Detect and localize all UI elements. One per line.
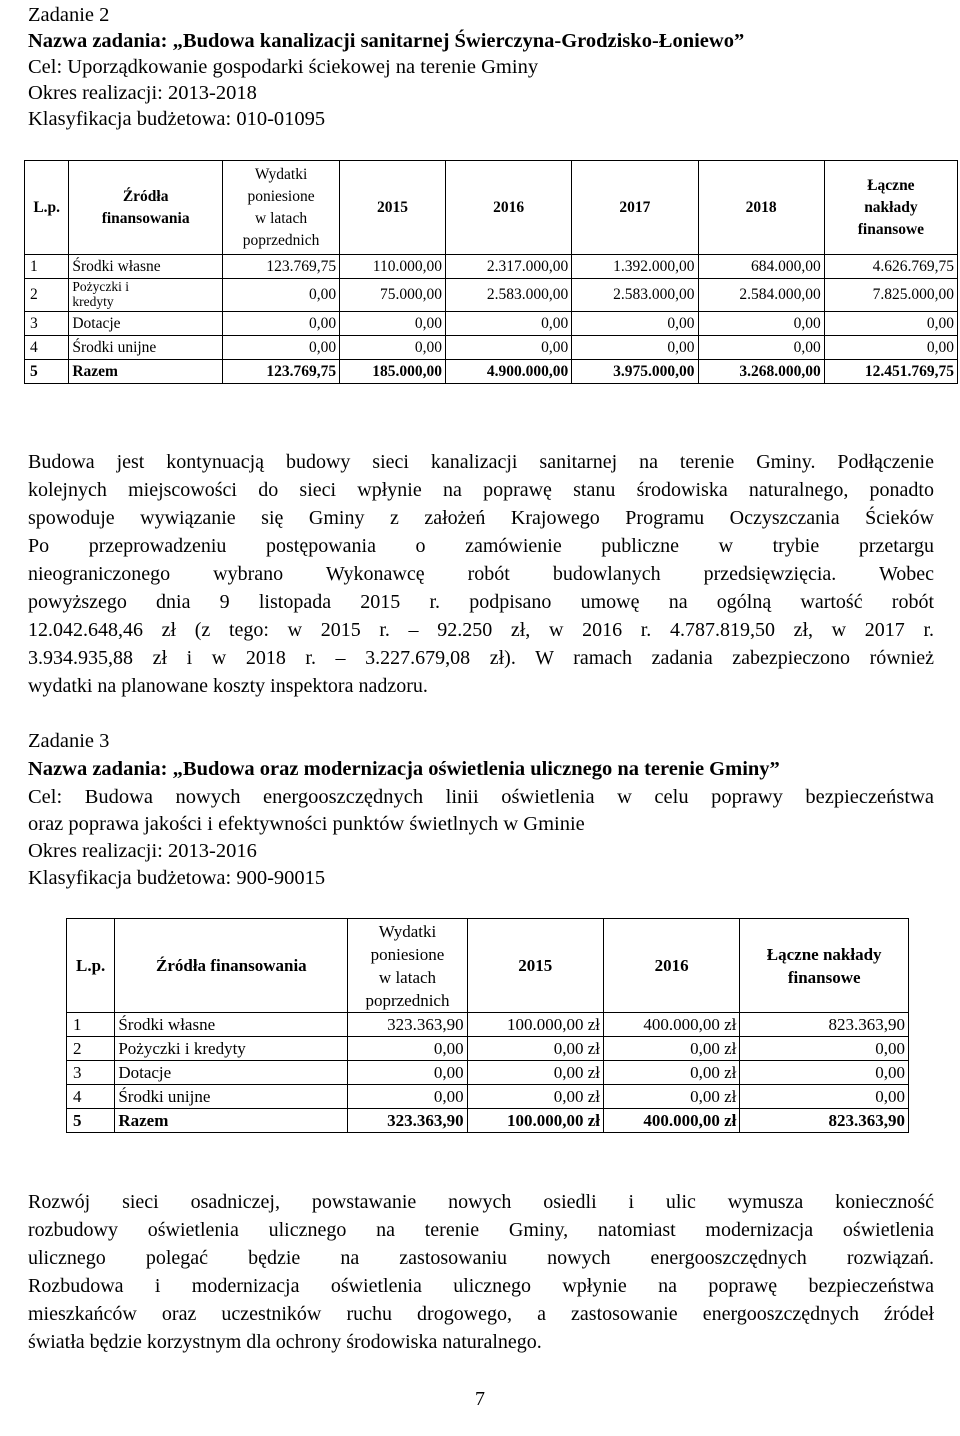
header-lp: L.p.: [67, 919, 115, 1013]
header-source: Źródła finansowania: [69, 161, 223, 255]
header-total: Łączne nakłady finansowe: [740, 919, 909, 1013]
task3-goal-line1: Cel: Budowa nowych energooszczędnych linii oświetlenia w celu poprawy bezpieczeństwa: [28, 786, 934, 808]
page-number: 7: [475, 1388, 485, 1410]
header-2015: 2015: [340, 161, 446, 255]
header-2016: 2016: [603, 919, 739, 1013]
header-previous-years: Wydatki poniesione w latach poprzednich: [222, 161, 339, 255]
task2-description: Budowa jest kontynuacją budowy sieci kanalizacji sanitarnej na terenie Gminy. Podłączenie kolejnych miejscowości do sieci wpłynie na poprawę stanu środowiska naturalnego, ponadto spowoduje wywiązanie się Gminy z założeń Krajowego Programu Oczyszczania Ścieków Po przeprowadzeniu postępowania o zamówienie publiczne w trybie przetargu nieograniczonego wybrano Wykonawcę robót budowlanych przedsięwzięcia. Wobec powyższego dnia 9 listopada 2015 r. podpisano umowę na ogólną wartość robót 12.042.648,46 zł (z tego: w 2015 r. – 92.250 zł, w 2016 r. 4.787.819,50 zł, w 2017 r. 3.934.935,88 zł i w 2018 r. – 3.227.679,08 zł). W ramach zadania zabezpieczono również wydatki na planowane koszty inspektora nadzoru.: [28, 451, 934, 697]
task2-name: [28, 28, 744, 54]
table-row: 2 Pożyczki i kredyty 0,00 0,00 zł 0,00 zł 0,00: [67, 1037, 909, 1061]
task3-financing-table: [66, 918, 909, 1133]
task3-name: [28, 756, 780, 782]
task3-description: Rozwój sieci osadniczej, powstawanie nowych osiedli i ulic wymusza konieczność rozbudowy oświetlenia ulicznego na terenie Gminy, natomiast modernizacja oświetlenia ulicznego polegać będzie na zastosowaniu nowych energooszczędnych rozwiązań. Rozbudowa i modernizacja oświetlenia ulicznego wpłynie na poprawę bezpieczeństwa mieszkańców oraz uczestników ruchu drogowego, a zastosowanie energooszczędnych źródeł światła będzie korzystnym dla ochrony środowiska naturalnego.: [28, 1191, 934, 1353]
task3-name-label: Nazwa zadania:: [28, 758, 168, 780]
task3-heading: Zadanie 3: [28, 730, 110, 752]
table-row: 4 Środki unijne 0,00 0,00 zł 0,00 zł 0,00: [67, 1085, 909, 1109]
header-total: Łączne nakłady finansowe: [824, 161, 957, 255]
table-row: 3 Dotacje 0,00 0,00 zł 0,00 zł 0,00: [67, 1061, 909, 1085]
header-previous-years: Wydatki poniesione w latach poprzednich: [348, 919, 467, 1013]
task2-financing-table: [24, 160, 958, 384]
table-row: 2 Pożyczki i kredyty 0,00 75.000,00 2.583.000,00 2.583.000,00 2.584.000,00 7.825.000,00: [25, 279, 958, 312]
task2-name-label: Nazwa zadania:: [28, 30, 168, 52]
task3-name-value: „Budowa oraz modernizacja oświetlenia ulicznego na terenie Gminy”: [172, 758, 780, 780]
header-2015: 2015: [467, 919, 603, 1013]
task2-name-value: „Budowa kanalizacji sanitarnej Świerczyna-Grodzisko-Łoniewo”: [172, 30, 745, 52]
task2-period: Okres realizacji: 2013-2018: [28, 82, 257, 104]
task2-budget: Klasyfikacja budżetowa: 010-01095: [28, 108, 326, 130]
table-row-total: 5 Razem 123.769,75 185.000,00 4.900.000,00 3.975.000,00 3.268.000,00 12.451.769,75: [25, 360, 958, 384]
task3-budget: Klasyfikacja budżetowa: 900-90015: [28, 867, 326, 889]
task2-goal: Cel: Uporządkowanie gospodarki ściekowej na terenie Gminy: [28, 56, 539, 78]
task3-period: Okres realizacji: 2013-2016: [28, 840, 257, 862]
header-2017: 2017: [572, 161, 698, 255]
header-2016: 2016: [445, 161, 571, 255]
table-row: 4 Środki unijne 0,00 0,00 0,00 0,00 0,00 0,00: [25, 336, 958, 360]
header-2018: 2018: [698, 161, 824, 255]
header-lp: L.p.: [25, 161, 69, 255]
table-row-total: 5 Razem 323.363,90 100.000,00 zł 400.000,00 zł 823.363,90: [67, 1109, 909, 1133]
task2-heading: Zadanie 2: [28, 4, 110, 26]
table-row: 3 Dotacje 0,00 0,00 0,00 0,00 0,00 0,00: [25, 312, 958, 336]
task3-goal-line2: oraz poprawa jakości i efektywności punktów świetlnych w Gminie: [28, 813, 585, 835]
table-row: 1 Środki własne 123.769,75 110.000,00 2.317.000,00 1.392.000,00 684.000,00 4.626.769,75: [25, 255, 958, 279]
table-row: 1 Środki własne 323.363,90 100.000,00 zł 400.000,00 zł 823.363,90: [67, 1013, 909, 1037]
header-source: Źródła finansowania: [115, 919, 348, 1013]
